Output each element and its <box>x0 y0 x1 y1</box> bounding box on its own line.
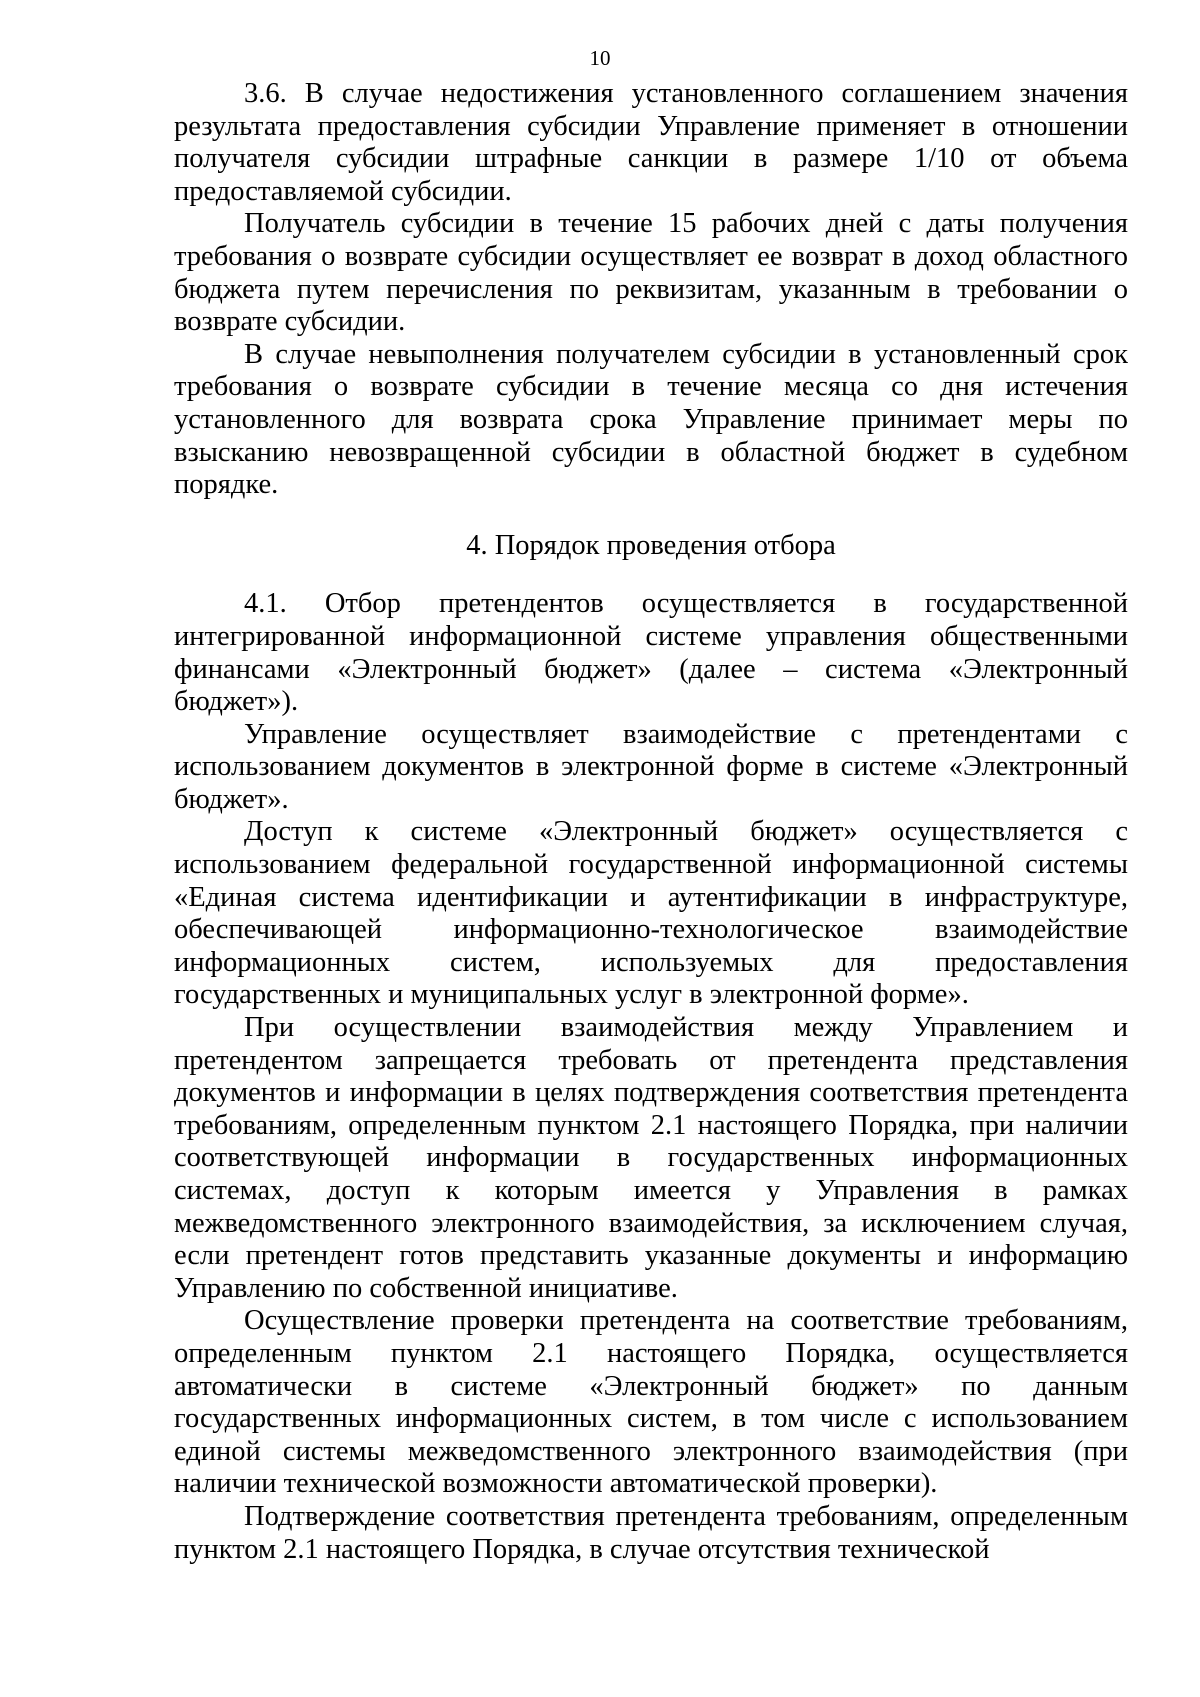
paragraph-compliance-confirmation: Подтверждение соответствия претендента требованиям, определенным пунктом 2.1 настоящего Порядка, в случае отсутствия технической <box>174 1500 1128 1565</box>
section-heading-4: 4. Порядок проведения отбора <box>466 529 836 561</box>
page-number: 10 <box>589 46 611 70</box>
paragraph-automatic-check: Осуществление проверки претендента на соответствие требованиям, определенным пунктом 2.1 настоящего Порядка, осуществляется автоматически в системе «Электронный бюджет» по данным государственных информационных систем, в том числе с использованием единой системы межведомственного электронного взаимодействия (при наличии технической возможности автоматической проверки). <box>174 1305 1128 1500</box>
paragraph-3-6-penalty: 3.6. В случае недостижения установленного соглашением значения результата предоставления субсидии Управление применяет в отношении получателя субсидии штрафные санкции в размере 1/10 от объема предоставляемой субсидии. <box>174 78 1128 207</box>
paragraph-subsidy-return: Получатель субсидии в течение 15 рабочих дней с даты получения требования о возврате субсидии осуществляет ее возврат в доход областного бюджета путем перечисления по реквизитам, указанным в требовании о возврате субсидии. <box>174 208 1128 338</box>
document-body <box>174 78 1128 1566</box>
paragraph-document-requirements: При осуществлении взаимодействия между Управлением и претендентом запрещается требовать от претендента представления документов и информации в целях подтверждения соответствия претендента требованиям, определенным пунктом 2.1 настоящего Порядка, при наличии соответствующей информации в государственных информационных системах, доступ к которым имеется у Управления в рамках межведомственного электронного взаимодействия, за исключением случая, если претендент готов представить указанные документы и информацию Управлению по собственной инициативе. <box>174 1012 1128 1304</box>
paragraph-4-1-selection: 4.1. Отбор претендентов осуществляется в государственной интегрированной информационной системе управления общественными финансами «Электронный бюджет» (далее – система «Электронный бюджет»). <box>174 588 1128 718</box>
paragraph-system-access: Доступ к системе «Электронный бюджет» осуществляется с использованием федеральной государственной информационной системы «Единая система идентификации и аутентификации в инфраструктуре, обеспечивающей информационно-технологическое взаимодействие информационных систем, используемых для предоставления государственных и муниципальных услуг в электронной форме». <box>174 816 1128 1011</box>
paragraph-court-recovery: В случае невыполнения получателем субсидии в установленный срок требования о возврате субсидии в течение месяца со дня истечения установленного для возврата срока Управление принимает меры по взысканию невозвращенной субсидии в областной бюджет в судебном порядке. <box>174 338 1128 501</box>
paragraph-electronic-interaction: Управление осуществляет взаимодействие с претендентами с использованием документов в электронной форме в системе «Электронный бюджет». <box>174 718 1128 815</box>
